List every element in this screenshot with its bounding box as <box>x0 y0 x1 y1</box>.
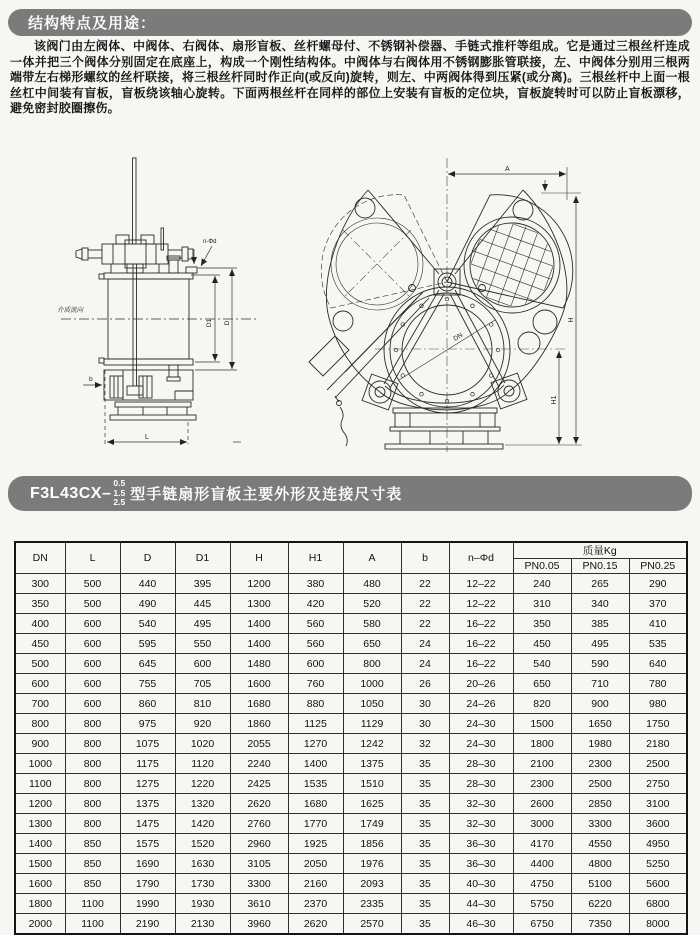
table-cell: 380 <box>288 574 343 594</box>
table-cell: 1600 <box>15 874 65 894</box>
intro-paragraph: 该阀门由左阀体、中阀体、右阀体、扇形盲板、丝杆螺母付、不锈钢补偿器、手链式推杆等组成。它是通过三根丝杆连成一体并把三个阀体分别固定在底座上，构成一个刚性结构体。中阀体与右阀体用不锈钢膨胀管联接，左、中阀体分别用三根两端带左右梯形螺纹的丝杆联接，将三根丝杆同时作正向(或反向)旋转，则左、中两阀体得到压紧(或分离)。三根丝杆中上面一根丝杠中间装有盲板，盲板绕该轴心旋转。下面两根丝杆在同样的部位上安装有盲板的定位块，盲板旋转时可以防止盲板漂移，避免密封胶圈擦伤。 <box>10 39 690 116</box>
table-cell: 1475 <box>120 814 175 834</box>
dim-h1-label: H1 <box>551 395 558 405</box>
front-view-linework <box>309 190 573 449</box>
table-cell: 2190 <box>120 914 175 935</box>
section-title: 结构特点及用途： <box>28 15 157 32</box>
table-cell: 1510 <box>343 774 401 794</box>
table-cell: 4550 <box>571 834 629 854</box>
table-cell: 495 <box>175 614 230 634</box>
table-cell: 650 <box>343 634 401 654</box>
table-cell: 28–30 <box>449 774 513 794</box>
table-cell: 24–26 <box>449 694 513 714</box>
table-cell: 640 <box>629 654 687 674</box>
table-cell: 340 <box>571 594 629 614</box>
table-cell: 600 <box>65 614 120 634</box>
table-cell: 3105 <box>230 854 288 874</box>
table-cell: 1242 <box>343 734 401 754</box>
table-cell: 880 <box>288 694 343 714</box>
table-cell: 480 <box>343 574 401 594</box>
table-row <box>15 774 687 794</box>
table-row <box>15 634 687 654</box>
table-cell: 850 <box>65 834 120 854</box>
table-cell: 1790 <box>120 874 175 894</box>
table-cell: 400 <box>15 614 65 634</box>
table-cell: 440 <box>120 574 175 594</box>
table-cell: 1375 <box>343 754 401 774</box>
table-cell: 1930 <box>175 894 230 914</box>
table-cell: 35 <box>401 814 449 834</box>
table-cell: 1420 <box>175 814 230 834</box>
table-cell: 370 <box>629 594 687 614</box>
table-cell: 850 <box>65 854 120 874</box>
table-cell: 700 <box>15 694 65 714</box>
table-cell: 580 <box>343 614 401 634</box>
table-cell: 6220 <box>571 894 629 914</box>
table-cell: 600 <box>175 654 230 674</box>
table-cell: 2425 <box>230 774 288 794</box>
table-cell: 16–22 <box>449 614 513 634</box>
table-cell: 710 <box>571 674 629 694</box>
pressure-variant: 2.5 <box>113 497 126 508</box>
table-cell: 2370 <box>288 894 343 914</box>
table-cell: 35 <box>401 914 449 935</box>
table-cell: 44–30 <box>449 894 513 914</box>
table-cell: 350 <box>513 614 571 634</box>
table-cell: 2750 <box>629 774 687 794</box>
section-title-bar <box>8 9 692 36</box>
table-cell: 1200 <box>15 794 65 814</box>
table-cell: 535 <box>629 634 687 654</box>
table-cell: 3960 <box>230 914 288 935</box>
table-cell: 32 <box>401 734 449 754</box>
column-header: b <box>401 542 449 574</box>
table-cell: 16–22 <box>449 654 513 674</box>
table-cell: 1980 <box>571 734 629 754</box>
column-header: H1 <box>288 542 343 574</box>
table-cell: 1856 <box>343 834 401 854</box>
table-row <box>15 894 687 914</box>
table-row <box>15 594 687 614</box>
table-cell: 2100 <box>513 754 571 774</box>
table-cell: 35 <box>401 774 449 794</box>
technical-drawings <box>0 146 700 472</box>
table-cell: 1800 <box>15 894 65 914</box>
table-cell: 28–30 <box>449 754 513 774</box>
table-cell: 35 <box>401 754 449 774</box>
table-cell: 650 <box>513 674 571 694</box>
table-cell: 1175 <box>120 754 175 774</box>
table-cell: 3600 <box>629 814 687 834</box>
dim-b-label: b <box>89 376 93 383</box>
table-cell: 22 <box>401 614 449 634</box>
table-cell: 1200 <box>230 574 288 594</box>
table-cell: 780 <box>629 674 687 694</box>
table-cell: 24–30 <box>449 714 513 734</box>
table-cell: 1860 <box>230 714 288 734</box>
table-row <box>15 814 687 834</box>
side-view-dimensions <box>61 246 257 444</box>
table-cell: 395 <box>175 574 230 594</box>
table-cell: 2600 <box>513 794 571 814</box>
table-cell: 350 <box>15 594 65 614</box>
table-cell: 1535 <box>288 774 343 794</box>
table-row <box>15 674 687 694</box>
table-cell: 35 <box>401 794 449 814</box>
table-cell: 800 <box>343 654 401 674</box>
table-cell: 35 <box>401 874 449 894</box>
table-cell: 300 <box>15 574 65 594</box>
table-cell: 1120 <box>175 754 230 774</box>
table-cell: 1749 <box>343 814 401 834</box>
table-cell: 30 <box>401 694 449 714</box>
pressure-variants <box>113 479 125 508</box>
table-cell: 16–22 <box>449 634 513 654</box>
table-row <box>15 794 687 814</box>
table-cell: 1770 <box>288 814 343 834</box>
pressure-subheader: PN0.15 <box>571 559 629 574</box>
table-cell: 4950 <box>629 834 687 854</box>
table-title-text: 型手链扇形盲板主要外形及连接尺寸表 <box>130 486 403 503</box>
table-cell: 500 <box>65 574 120 594</box>
table-cell: 2960 <box>230 834 288 854</box>
table-cell: 22 <box>401 594 449 614</box>
table-cell: 3300 <box>230 874 288 894</box>
table-cell: 2850 <box>571 794 629 814</box>
table-cell: 1520 <box>175 834 230 854</box>
table-cell: 1300 <box>230 594 288 614</box>
table-cell: 240 <box>513 574 571 594</box>
table-cell: 1680 <box>288 794 343 814</box>
table-cell: 385 <box>571 614 629 634</box>
table-cell: 560 <box>288 634 343 654</box>
dim-d1-label: D1 <box>206 318 213 328</box>
column-header: A <box>343 542 401 574</box>
table-cell: 1100 <box>65 914 120 935</box>
table-cell: 1100 <box>15 774 65 794</box>
table-cell: 1320 <box>175 794 230 814</box>
table-cell: 2050 <box>288 854 343 874</box>
table-cell: 755 <box>120 674 175 694</box>
table-cell: 46–30 <box>449 914 513 935</box>
table-cell: 1275 <box>120 774 175 794</box>
table-cell: 900 <box>571 694 629 714</box>
table-cell: 1680 <box>230 694 288 714</box>
table-cell: 705 <box>175 674 230 694</box>
table-cell: 1050 <box>343 694 401 714</box>
table-cell: 1075 <box>120 734 175 754</box>
table-cell: 645 <box>120 654 175 674</box>
table-cell: 20–26 <box>449 674 513 694</box>
table-cell: 1730 <box>175 874 230 894</box>
table-cell: 920 <box>175 714 230 734</box>
table-cell: 32–30 <box>449 814 513 834</box>
table-cell: 850 <box>65 874 120 894</box>
table-cell: 2620 <box>230 794 288 814</box>
table-cell: 450 <box>15 634 65 654</box>
table-cell: 1575 <box>120 834 175 854</box>
table-cell: 450 <box>513 634 571 654</box>
flow-direction-label: 介质流向 <box>57 307 83 314</box>
table-cell: 1690 <box>120 854 175 874</box>
table-cell: 800 <box>65 774 120 794</box>
dimension-table <box>14 541 688 935</box>
table-cell: 12–22 <box>449 574 513 594</box>
table-cell: 600 <box>15 674 65 694</box>
table-cell: 7350 <box>571 914 629 935</box>
table-cell: 540 <box>513 654 571 674</box>
table-cell: 760 <box>288 674 343 694</box>
table-cell: 410 <box>629 614 687 634</box>
table-row <box>15 854 687 874</box>
column-header: DN <box>15 542 65 574</box>
table-cell: 1129 <box>343 714 401 734</box>
table-cell: 2055 <box>230 734 288 754</box>
table-cell: 2335 <box>343 894 401 914</box>
table-cell: 420 <box>288 594 343 614</box>
table-row <box>15 834 687 854</box>
table-cell: 4400 <box>513 854 571 874</box>
table-cell: 820 <box>513 694 571 714</box>
table-cell: 310 <box>513 594 571 614</box>
table-cell: 980 <box>629 694 687 714</box>
table-cell: 1625 <box>343 794 401 814</box>
table-cell: 560 <box>288 614 343 634</box>
table-cell: 4750 <box>513 874 571 894</box>
table-row <box>15 694 687 714</box>
table-cell: 3000 <box>513 814 571 834</box>
table-cell: 520 <box>343 594 401 614</box>
table-cell: 1800 <box>513 734 571 754</box>
table-cell: 1300 <box>15 814 65 834</box>
table-row <box>15 714 687 734</box>
table-cell: 1125 <box>288 714 343 734</box>
table-cell: 36–30 <box>449 854 513 874</box>
dim-h-label: H <box>568 317 575 323</box>
table-row <box>15 574 687 594</box>
pressure-variant: 0.5 <box>113 478 126 489</box>
column-header: H <box>230 542 288 574</box>
table-cell: 2093 <box>343 874 401 894</box>
table-cell: 24–30 <box>449 734 513 754</box>
table-cell: 500 <box>65 594 120 614</box>
table-cell: 6800 <box>629 894 687 914</box>
table-cell: 860 <box>120 694 175 714</box>
table-cell: 1400 <box>288 754 343 774</box>
dim-d-label: D <box>224 320 231 326</box>
table-cell: 2180 <box>629 734 687 754</box>
table-cell: 800 <box>65 734 120 754</box>
table-cell: 1220 <box>175 774 230 794</box>
table-cell: 800 <box>15 714 65 734</box>
table-cell: 3300 <box>571 814 629 834</box>
front-view-drawing <box>305 150 695 462</box>
table-cell: 2500 <box>629 754 687 774</box>
pressure-variant: 1.5 <box>113 487 126 498</box>
table-cell: 1630 <box>175 854 230 874</box>
table-cell: 5750 <box>513 894 571 914</box>
table-cell: 1650 <box>571 714 629 734</box>
table-cell: 595 <box>120 634 175 654</box>
column-header: L <box>65 542 120 574</box>
side-view-drawing <box>55 148 305 458</box>
table-cell: 800 <box>65 714 120 734</box>
table-cell: 490 <box>120 594 175 614</box>
pressure-subheader: PN0.25 <box>629 559 687 574</box>
table-cell: 445 <box>175 594 230 614</box>
table-cell: 3100 <box>629 794 687 814</box>
table-cell: 6750 <box>513 914 571 935</box>
table-cell: 600 <box>65 654 120 674</box>
table-cell: 35 <box>401 834 449 854</box>
table-cell: 2000 <box>15 914 65 935</box>
weight-group-header: 质量Kg <box>513 542 687 559</box>
table-cell: 2760 <box>230 814 288 834</box>
table-cell: 2130 <box>175 914 230 935</box>
table-cell: 35 <box>401 854 449 874</box>
table-row <box>15 614 687 634</box>
table-cell: 265 <box>571 574 629 594</box>
side-view-linework <box>76 158 197 420</box>
table-cell: 35 <box>401 894 449 914</box>
table-cell: 975 <box>120 714 175 734</box>
table-cell: 495 <box>571 634 629 654</box>
table-cell: 5100 <box>571 874 629 894</box>
table-cell: 800 <box>65 814 120 834</box>
pressure-subheader: PN0.05 <box>513 559 571 574</box>
table-cell: 1000 <box>15 754 65 774</box>
dim-a-label: A <box>505 166 510 173</box>
table-cell: 1020 <box>175 734 230 754</box>
table-cell: 24 <box>401 654 449 674</box>
table-cell: 2620 <box>288 914 343 935</box>
table-cell: 800 <box>65 794 120 814</box>
table-cell: 3610 <box>230 894 288 914</box>
table-cell: 810 <box>175 694 230 714</box>
table-cell: 5600 <box>629 874 687 894</box>
table-cell: 8000 <box>629 914 687 935</box>
table-cell: 40–30 <box>449 874 513 894</box>
table-cell: 1925 <box>288 834 343 854</box>
table-cell: 2300 <box>513 774 571 794</box>
table-cell: 4170 <box>513 834 571 854</box>
table-cell: 36–30 <box>449 834 513 854</box>
table-cell: 600 <box>65 694 120 714</box>
table-cell: 32–30 <box>449 794 513 814</box>
model-code: F3L43CX– <box>30 484 112 502</box>
table-cell: 2500 <box>571 774 629 794</box>
table-cell: 22 <box>401 574 449 594</box>
table-cell: 1600 <box>230 674 288 694</box>
table-cell: 1750 <box>629 714 687 734</box>
table-cell: 1000 <box>343 674 401 694</box>
column-header: D1 <box>175 542 230 574</box>
table-row <box>15 754 687 774</box>
bolt-spec-label: n-Φd <box>203 239 217 245</box>
dim-l-label: L <box>145 434 149 441</box>
table-cell: 1480 <box>230 654 288 674</box>
column-header: D <box>120 542 175 574</box>
table-cell: 500 <box>15 654 65 674</box>
table-row <box>15 914 687 935</box>
table-row <box>15 874 687 894</box>
table-cell: 2570 <box>343 914 401 935</box>
table-cell: 590 <box>571 654 629 674</box>
table-cell: 600 <box>65 634 120 654</box>
table-cell: 24 <box>401 634 449 654</box>
table-cell: 1400 <box>230 614 288 634</box>
table-cell: 1500 <box>15 854 65 874</box>
table-cell: 5250 <box>629 854 687 874</box>
table-cell: 12–22 <box>449 594 513 614</box>
table-cell: 2240 <box>230 754 288 774</box>
table-cell: 1100 <box>65 894 120 914</box>
table-cell: 1400 <box>230 634 288 654</box>
table-cell: 2160 <box>288 874 343 894</box>
table-cell: 1500 <box>513 714 571 734</box>
table-cell: 30 <box>401 714 449 734</box>
table-row <box>15 654 687 674</box>
table-cell: 1976 <box>343 854 401 874</box>
table-cell: 600 <box>65 674 120 694</box>
table-cell: 800 <box>65 754 120 774</box>
table-cell: 1375 <box>120 794 175 814</box>
table-cell: 550 <box>175 634 230 654</box>
table-cell: 600 <box>288 654 343 674</box>
table-cell: 4800 <box>571 854 629 874</box>
column-header: n–Φd <box>449 542 513 574</box>
table-cell: 1400 <box>15 834 65 854</box>
table-cell: 26 <box>401 674 449 694</box>
dim-dn-label: DN <box>452 331 465 343</box>
table-cell: 540 <box>120 614 175 634</box>
table-cell: 1990 <box>120 894 175 914</box>
table-row <box>15 734 687 754</box>
table-cell: 1270 <box>288 734 343 754</box>
table-cell: 290 <box>629 574 687 594</box>
table-cell: 2300 <box>571 754 629 774</box>
table-cell: 900 <box>15 734 65 754</box>
table-title-bar <box>8 476 692 511</box>
